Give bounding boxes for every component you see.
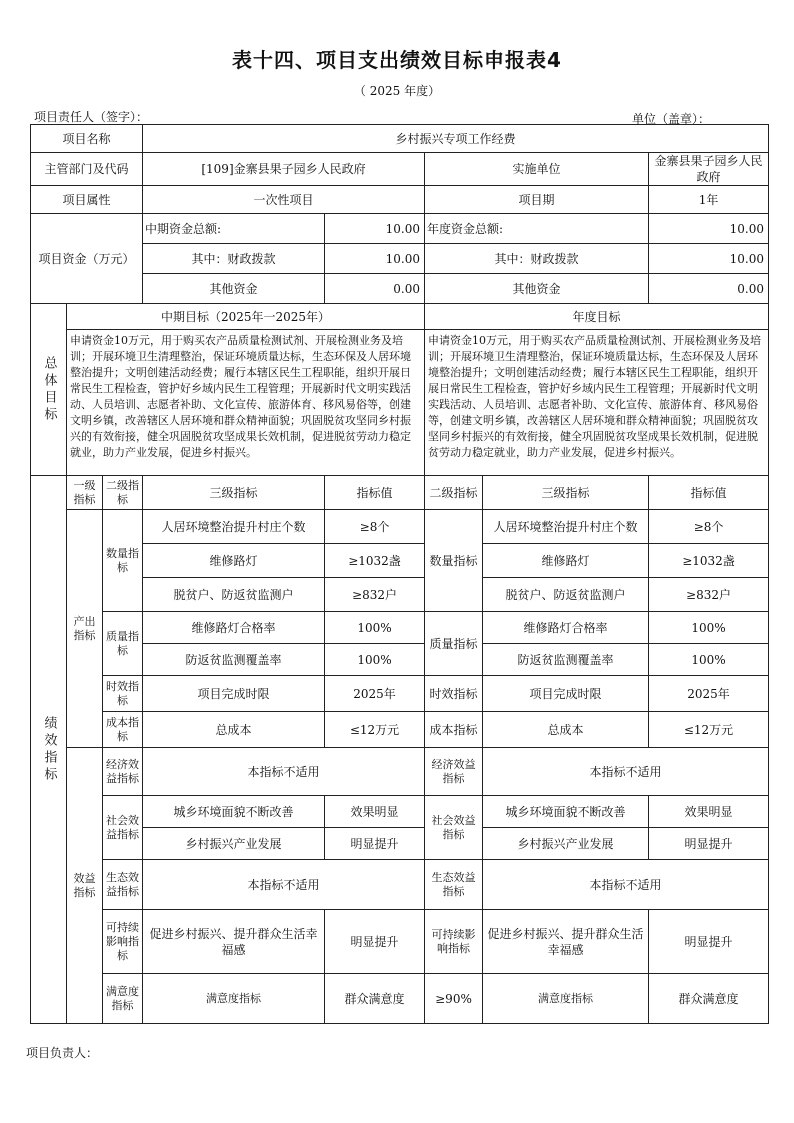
- indicator-q2-value-right: ≥1032盏: [649, 544, 769, 578]
- level2-header-right: 二级指标: [425, 476, 483, 510]
- attr-value: 一次性项目: [143, 186, 425, 214]
- mid-total-label: 中期资金总额:: [143, 214, 325, 244]
- impl-value: 金寨县果子园乡人民政府: [649, 153, 769, 186]
- indicator-ql1: 维修路灯合格率: [143, 612, 325, 644]
- satisfaction-level2-label: 满意度指标: [143, 974, 325, 1024]
- indicator-c1-right: 总成本: [483, 712, 649, 748]
- indicator-s1-value: 效果明显: [325, 796, 425, 828]
- indicator-su1-value: 明显提升: [325, 910, 425, 974]
- impl-label: 实施单位: [425, 153, 649, 186]
- output-label: 产出指标: [67, 510, 103, 748]
- mid-fiscal-value: 10.00: [325, 244, 425, 274]
- year-fiscal-label: 其中：财政拨款: [425, 244, 649, 274]
- indicator-sa1: 群众满意度: [325, 974, 425, 1024]
- indicator-q3-right: 脱贫户、防返贫监测户: [483, 578, 649, 612]
- indicators-label: 绩效指标: [31, 476, 67, 1024]
- indicator-ql1-value: 100%: [325, 612, 425, 644]
- level1-header: 一级指标: [67, 476, 103, 510]
- indicator-su1-value-right: 明显提升: [649, 910, 769, 974]
- period-label: 项目期: [425, 186, 649, 214]
- value-header-right: 指标值: [649, 476, 769, 510]
- year-goal-text: 申请资金10万元，用于购买农产品质量检测试剂、开展检测业务及培训；开展环境卫生清理整治，保证环境质量达标，生态环保及人居环境整治提升；文明创建活动经费；履行本辖区民生工程职能，组织开展日常民生工程检查，管护好乡域内民生工程管理；开展新时代文明实践活动、人员培训、志愿者补助、文化宣传、旅游体育、移风易俗等，创建文明乡镇，改善辖区人居环境和群众精神面貌；巩固脱贫攻坚同乡村振兴的有效衔接，健全巩固脱贫攻坚成果长效机制，促进脱贫劳动力稳定就业，助力产业发展，促进乡村振兴。: [425, 330, 769, 476]
- mid-other-label: 其他资金: [143, 274, 325, 304]
- social-label: 社会效益指标: [103, 796, 143, 860]
- period-value: 1年: [649, 186, 769, 214]
- indicator-q3-value: ≥832户: [325, 578, 425, 612]
- funds-label: 项目资金（万元）: [31, 214, 143, 304]
- indicator-q1: 人居环境整治提升村庄个数: [143, 510, 325, 544]
- indicator-t1-right: 项目完成时限: [483, 676, 649, 712]
- indicator-ql2-value-right: 100%: [649, 644, 769, 676]
- satisfaction-label: 满意度指标: [103, 974, 143, 1024]
- project-name: 乡村振兴专项工作经费: [143, 125, 769, 153]
- level3-header-right: 三级指标: [483, 476, 649, 510]
- year-fiscal-value: 10.00: [649, 244, 769, 274]
- dept-value: [109]金寨县果子园乡人民政府: [143, 153, 425, 186]
- indicator-e1-right: 本指标不适用: [483, 748, 769, 796]
- performance-target-table: [30, 124, 769, 1024]
- indicator-q3-value-right: ≥832户: [649, 578, 769, 612]
- indicator-t1-value: 2025年: [325, 676, 425, 712]
- indicator-q2-value: ≥1032盏: [325, 544, 425, 578]
- responsible-person-label: 项目责任人（签字）：: [34, 110, 149, 124]
- indicator-t1-value-right: 2025年: [649, 676, 769, 712]
- indicator-s2-value: 明显提升: [325, 828, 425, 860]
- mid-goal-header: 中期目标（2025年一2025年）: [67, 304, 425, 330]
- indicator-s1-value-right: 效果明显: [649, 796, 769, 828]
- eco-label: 生态效益指标: [103, 860, 143, 910]
- indicator-q1-value: ≥8个: [325, 510, 425, 544]
- indicator-sa1-right: 群众满意度: [649, 974, 769, 1024]
- indicator-ql2: 防返贫监测覆盖率: [143, 644, 325, 676]
- indicator-ql1-value-right: 100%: [649, 612, 769, 644]
- year-other-value: 0.00: [649, 274, 769, 304]
- year-goal-header: 年度目标: [425, 304, 769, 330]
- year-total-label: 年度资金总额:: [425, 214, 649, 244]
- indicator-s2: 乡村振兴产业发展: [143, 828, 325, 860]
- indicator-s2-right: 乡村振兴产业发展: [483, 828, 649, 860]
- indicator-q1-value-right: ≥8个: [649, 510, 769, 544]
- indicator-ql2-value: 100%: [325, 644, 425, 676]
- attr-label: 项目属性: [31, 186, 143, 214]
- goals-label: 总体目标: [31, 304, 67, 476]
- indicator-e1: 本指标不适用: [143, 748, 425, 796]
- indicator-sa1-value: ≥90%: [425, 974, 483, 1024]
- indicator-c1-value-right: ≤12万元: [649, 712, 769, 748]
- timeliness-label-right: 时效指标: [425, 676, 483, 712]
- indicator-q3: 脱贫户、防返贫监测户: [143, 578, 325, 612]
- indicator-q2: 维修路灯: [143, 544, 325, 578]
- indicator-s1-right: 城乡环境面貌不断改善: [483, 796, 649, 828]
- economic-label: 经济效益指标: [103, 748, 143, 796]
- level2-header: 二级指标: [103, 476, 143, 510]
- indicator-ql2-right: 防返贫监测覆盖率: [483, 644, 649, 676]
- mid-goal-text: 申请资金10万元，用于购买农产品质量检测试剂、开展检测业务及培训；开展环境卫生清理整治，保证环境质量达标，生态环保及人居环境整治提升；文明创建活动经费；履行本辖区民生工程职能，组织开展日常民生工程检查，管护好乡域内民生工程管理；开展新时代文明实践活动、人员培训、志愿者补助、文化宣传、旅游体育、移风易俗等，创建文明乡镇，改善辖区人居环境和群众精神面貌；巩固脱贫攻坚同乡村振兴的有效衔接，健全巩固脱贫攻坚成果长效机制，促进脱贫劳动力稳定就业，助力产业发展，促进乡村振兴。: [67, 330, 425, 476]
- year-total-value: 10.00: [649, 214, 769, 244]
- project-leader-label: 项目负责人：: [26, 1046, 99, 1060]
- year-other-label: 其他资金: [425, 274, 649, 304]
- quality-label: 质量指标: [103, 612, 143, 676]
- dept-label: 主管部门及代码: [31, 153, 143, 186]
- indicator-c1: 总成本: [143, 712, 325, 748]
- indicator-eco1: 本指标不适用: [143, 860, 425, 910]
- quantity-label-right: 数量指标: [425, 510, 483, 612]
- unit-seal-label: 单位（盖章）：: [632, 112, 711, 126]
- sustain-label-right: 可持续影响指标: [425, 910, 483, 974]
- indicator-q2-right: 维修路灯: [483, 544, 649, 578]
- indicator-su1-right: 促进乡村振兴、提升群众生活幸福感: [483, 910, 649, 974]
- project-name-label: 项目名称: [31, 125, 143, 153]
- year-line: （ 2025 年度）: [353, 84, 441, 98]
- quantity-label: 数量指标: [103, 510, 143, 612]
- indicator-ql1-right: 维修路灯合格率: [483, 612, 649, 644]
- sustain-label: 可持续影响指标: [103, 910, 143, 974]
- satisfaction-level2-label-right: 满意度指标: [483, 974, 649, 1024]
- indicator-t1: 项目完成时限: [143, 676, 325, 712]
- quality-label-right: 质量指标: [425, 612, 483, 676]
- benefit-label: 效益指标: [67, 748, 103, 1024]
- indicator-s2-value-right: 明显提升: [649, 828, 769, 860]
- cost-label: 成本指标: [103, 712, 143, 748]
- level3-header: 三级指标: [143, 476, 325, 510]
- indicator-c1-value: ≤12万元: [325, 712, 425, 748]
- indicator-q1-right: 人居环境整治提升村庄个数: [483, 510, 649, 544]
- value-header: 指标值: [325, 476, 425, 510]
- timeliness-label: 时效指标: [103, 676, 143, 712]
- mid-fiscal-label: 其中：财政拨款: [143, 244, 325, 274]
- indicator-eco1-right: 本指标不适用: [483, 860, 769, 910]
- economic-label-right: 经济效益指标: [425, 748, 483, 796]
- eco-label-right: 生态效益指标: [425, 860, 483, 910]
- mid-total-value: 10.00: [325, 214, 425, 244]
- indicator-s1: 城乡环境面貌不断改善: [143, 796, 325, 828]
- social-label-right: 社会效益指标: [425, 796, 483, 860]
- indicator-su1: 促进乡村振兴、提升群众生活幸福感: [143, 910, 325, 974]
- mid-other-value: 0.00: [325, 274, 425, 304]
- page-title: 表十四、项目支出绩效目标申报表4: [232, 48, 562, 72]
- cost-label-right: 成本指标: [425, 712, 483, 748]
